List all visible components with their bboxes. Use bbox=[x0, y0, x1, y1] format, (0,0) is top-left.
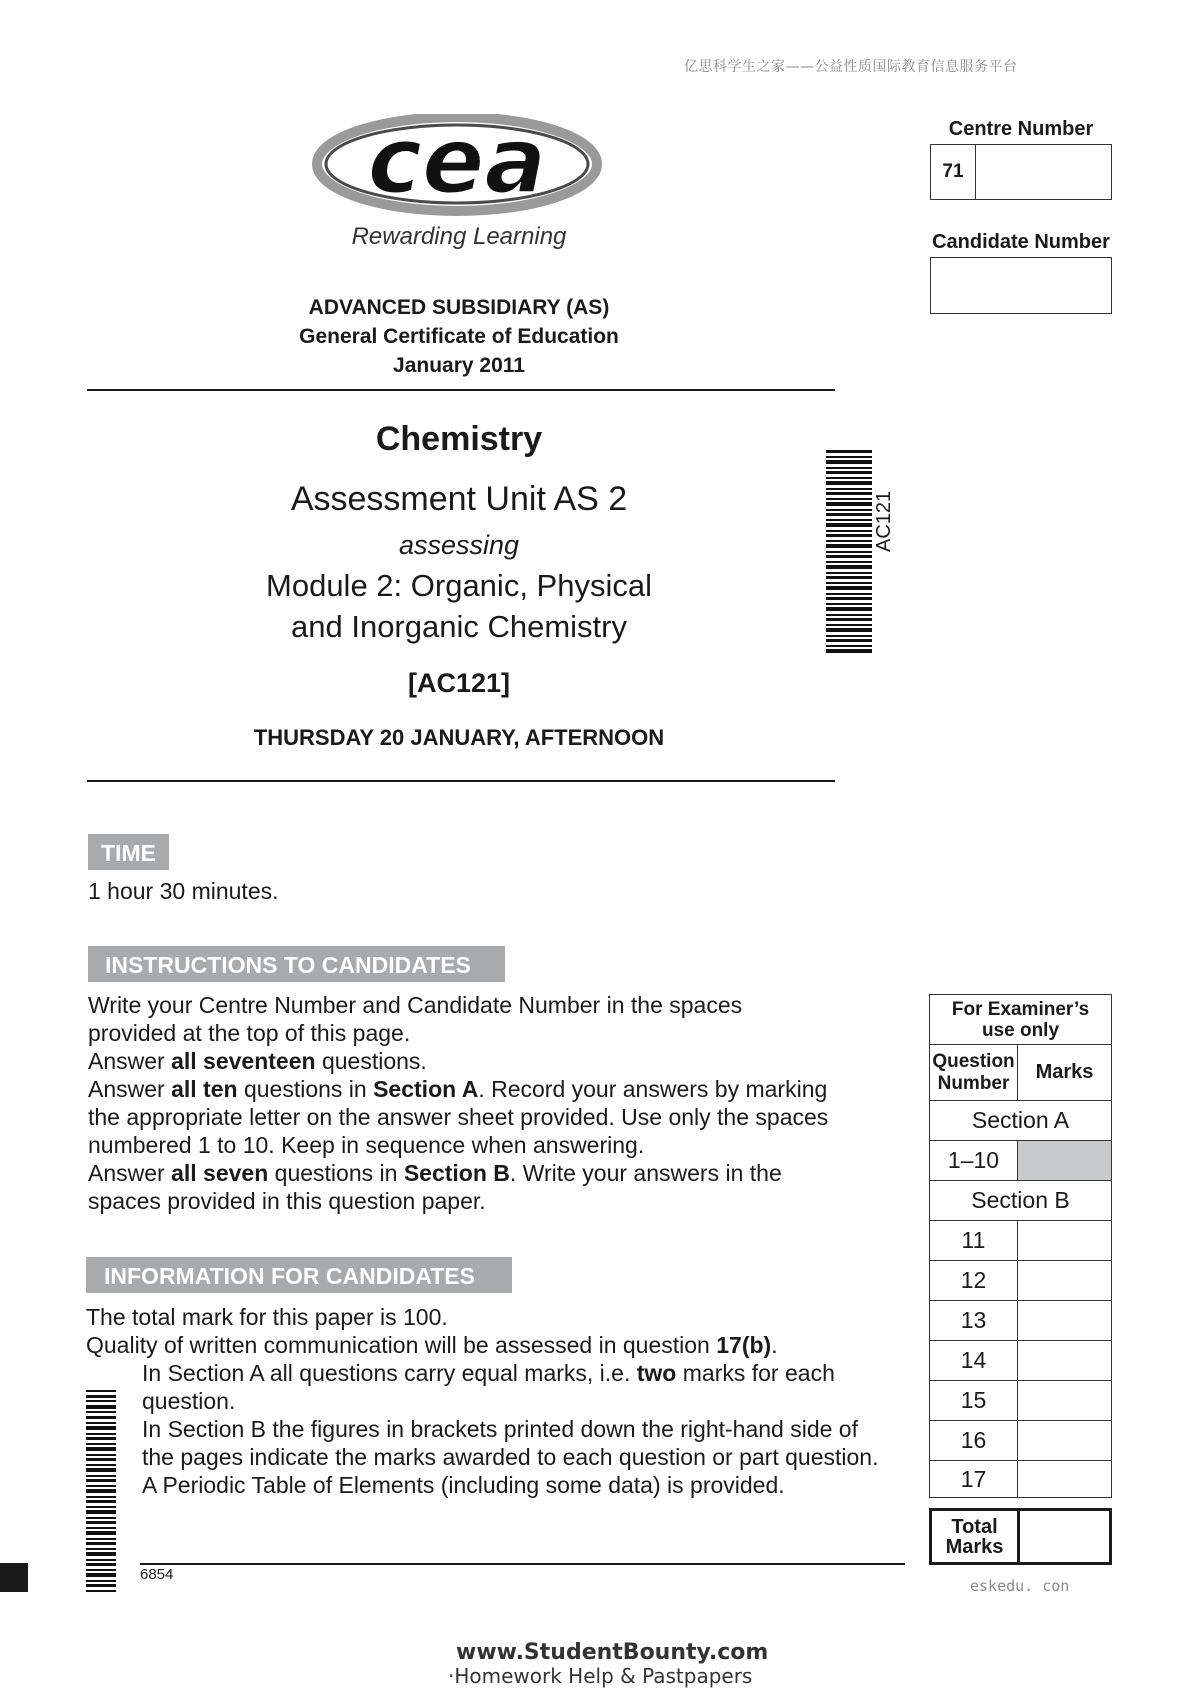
qualification-level: ADVANCED SUBSIDIARY (AS) bbox=[308, 296, 610, 319]
section-a-row bbox=[930, 1101, 1111, 1141]
barcode-code-text: AC121 bbox=[873, 490, 895, 552]
time-heading: TIME bbox=[88, 834, 169, 870]
centre-number-label: Centre Number bbox=[948, 118, 1094, 140]
marks-cell[interactable] bbox=[1018, 1261, 1111, 1300]
exam-date: THURSDAY 20 JANUARY, AFTERNOON bbox=[253, 725, 665, 750]
header-rule bbox=[87, 389, 835, 391]
barcode-horizontal bbox=[86, 1390, 116, 1594]
information-heading: INFORMATION FOR CANDIDATES bbox=[86, 1257, 512, 1293]
centre-number-prefix: 71 bbox=[931, 145, 976, 199]
module-line-1: Module 2: Organic, Physical bbox=[266, 568, 652, 603]
assessment-unit: Assessment Unit AS 2 bbox=[290, 480, 628, 518]
information-body: The total mark for this paper is 100. Quality of written communication will be assessed in question 17(b). bbox=[86, 1304, 778, 1358]
section-b-label: Section B bbox=[971, 1187, 1070, 1213]
qualification-session: January 2011 bbox=[393, 354, 525, 377]
total-marks-field[interactable] bbox=[1020, 1511, 1109, 1562]
centre-number-field[interactable] bbox=[976, 145, 1111, 199]
section-a-range: 1–10 bbox=[930, 1141, 1018, 1180]
cea-logo bbox=[312, 114, 602, 224]
module-line-2: and Inorganic Chemistry bbox=[291, 609, 627, 644]
paper-code: [AC121] bbox=[407, 668, 511, 698]
subject-rule bbox=[87, 780, 835, 782]
instructions-heading: INSTRUCTIONS TO CANDIDATES bbox=[88, 946, 505, 982]
marks-cell[interactable] bbox=[1018, 1341, 1111, 1380]
studentbounty-tagline: ·Homework Help & Pastpapers bbox=[448, 1664, 753, 1688]
section-a-marks-shaded bbox=[1018, 1141, 1111, 1180]
total-marks-label: Total Marks bbox=[932, 1511, 1020, 1562]
marks-cell[interactable] bbox=[1018, 1421, 1111, 1460]
question-row: 14 bbox=[930, 1341, 1111, 1381]
marks-cell[interactable] bbox=[1018, 1301, 1111, 1340]
subject-title: Chemistry bbox=[375, 420, 543, 458]
barcode-vertical bbox=[826, 450, 872, 656]
examiner-table bbox=[929, 994, 1112, 1498]
registration-mark bbox=[0, 1563, 28, 1592]
question-row: 12 bbox=[930, 1261, 1111, 1301]
studentbounty-url: www.StudentBounty.com bbox=[456, 1640, 769, 1665]
section-a-range-row bbox=[930, 1141, 1111, 1181]
question-row: 13 bbox=[930, 1301, 1111, 1341]
marks-cell[interactable] bbox=[1018, 1381, 1111, 1420]
examiner-header: For Examiner’s use only bbox=[930, 995, 1111, 1045]
logo-tagline: Rewarding Learning bbox=[351, 223, 567, 250]
examiner-columns bbox=[930, 1045, 1111, 1101]
section-b-row bbox=[930, 1181, 1111, 1221]
question-row: 16 bbox=[930, 1421, 1111, 1461]
assessing-label: assessing bbox=[398, 530, 520, 560]
instructions-body: Write your Centre Number and Candidate Number in the spaces provided at the top of this page. Answer all seventeen questions. Answer all ten questions in Section A. Record your answers by marking the appropriate letter on the answer sheet provided. Use only the spaces numbered 1 to 10. Keep in sequence when answering. Answer all seven questions in Section B. Write your answers in the spaces provided in this question paper. bbox=[88, 992, 829, 1214]
candidate-number-label: Candidate Number bbox=[932, 231, 1110, 253]
time-text: 1 hour 30 minutes. bbox=[88, 878, 279, 904]
question-number-header: Question Number bbox=[930, 1045, 1018, 1100]
question-row: 17 bbox=[930, 1461, 1111, 1497]
marks-cell[interactable] bbox=[1018, 1461, 1111, 1497]
marks-header: Marks bbox=[1035, 1061, 1094, 1083]
logo-text: cea bbox=[367, 114, 547, 214]
qualification-certificate: General Certificate of Education bbox=[299, 325, 619, 348]
centre-number-box[interactable] bbox=[930, 144, 1112, 200]
section-a-label: Section A bbox=[971, 1107, 1070, 1133]
eskedu-watermark: eskedu. con bbox=[970, 1577, 1070, 1595]
candidate-number-field[interactable] bbox=[930, 257, 1112, 314]
total-marks-box bbox=[929, 1508, 1112, 1565]
top-watermark: 亿思科学生之家——公益性质国际教育信息服务平台 bbox=[684, 59, 1018, 75]
question-row: 15 bbox=[930, 1381, 1111, 1421]
footer-code: 6854 bbox=[140, 1566, 174, 1583]
question-row: 11 bbox=[930, 1221, 1111, 1261]
marks-cell[interactable] bbox=[1018, 1221, 1111, 1260]
information-body-indented: In Section A all questions carry equal marks, i.e. two marks for each question. In Section B the figures in brackets printed down the right-hand side of the pages indicate the marks awarded to each question or part question. A Periodic Table of Elements (including some data) is provided. bbox=[142, 1360, 879, 1498]
footer-rule bbox=[140, 1563, 905, 1565]
